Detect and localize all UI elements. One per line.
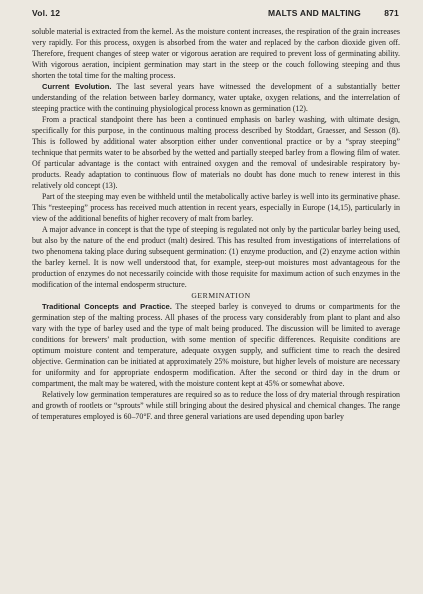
run-in-heading: Current Evolution.	[42, 82, 112, 91]
paragraph	[32, 114, 400, 191]
paragraph	[32, 26, 400, 81]
paragraph-text: soluble material is extracted from the kernel. As the moisture content increases, the respiration of the grain increases very rapidly. For this process, oxygen is absorbed from the water and replaced by the carbon dioxide given off. Therefore, frequent changes of steep water or vigorous aeration are required to prevent loss of germinating ability. With vigorous aeration, incipient germination may start in the steep or the couch following steeping and thus shorten the total time for the malting process.	[32, 27, 400, 80]
paragraph	[32, 224, 400, 290]
paragraph	[32, 191, 400, 224]
body-text	[32, 26, 400, 422]
running-title: MALTS AND MALTING	[268, 8, 361, 18]
volume-label: Vol. 12	[32, 8, 61, 18]
section-heading: GERMINATION	[191, 291, 251, 300]
paragraph-text: A major advance in concept is that the type of steeping is regulated not only by the particular barley being used, but also by the nature of the end product (malt) desired. This has resulted from investigations of interrelations of two phenomena taking place during subsequent germination: (1) enzyme production, and (2) enzyme action within the barley kernel. It is now well understood that, for example, steep-out moistures most advantageous for the production of enzymes do not necessarily coincide with those requisite for maximum action of such enzymes in the modification of the internal endosperm structure.	[32, 225, 400, 289]
paragraph-text: From a practical standpoint there has been a continued emphasis on barley washing, with ultimate design, specifically for this purpose, in the continuous malting process described by Stoddart, Graesser, and Sesson (8). This is followed by additional water absorption either under conventional practice or by a “spray steeping” technique that permits water to be absorbed by the wetted and partially steeped barley from a flowing film of water. Of particular advantage is the contact with entrained oxygen and the removal of undesirable respiratory by-products. Ready adaptation to continuous flow of materials no doubt has done much to renew interest in this relatively old concept (13).	[32, 115, 400, 190]
paragraph-text: The steeped barley is conveyed to drums or compartments for the germination step of the malting process. All phases of the process vary considerably from plant to plant and also vary with the type of barley used and the type of malt being produced. The discussion will be limited to average conditions for brewers’ malt production, with some mention of specific differences. Requisite conditions are optimum moisture content and temperature, adequate oxygen supply, and sufficient time to reach the desired objective. Germination can be initiated at approximately 25% moisture, but higher levels of moisture are necessary for uniformity and for appropriate endosperm modification. After the second or third day in the drum or compartment, the malt may be watered, with the moisture content kept at 45% or somewhat above.	[32, 302, 400, 388]
paragraph	[32, 301, 400, 389]
run-in-heading: Traditional Concepts and Practice.	[42, 302, 172, 311]
running-header	[32, 8, 399, 22]
paragraph-text: Relatively low germination temperatures are required so as to reduce the loss of dry material through respiration and growth of rootlets or “sprouts” while still bringing about the desired physical and chemical changes. The range of temperatures employed is 60–70°F. and three general variations are used depending upon barley	[32, 390, 400, 421]
paragraph	[32, 389, 400, 422]
paragraph-text: The last several years have witnessed the development of a substantially better understanding of the relation between barley dormancy, water uptake, oxygen relations, and the interrelation of steeping practice with the continuing physiological process known as germination (12).	[32, 82, 401, 113]
page-number: 871	[384, 8, 399, 18]
paragraph	[32, 81, 400, 114]
paragraph-text: Part of the steeping may even be withheld until the metabolically active barley is well into its germinative phase. This “resteeping” process has received much attention in recent years, especially in Europe (14,15), particularly in view of the additional benefits of higher recovery of malt from barley.	[32, 192, 400, 223]
